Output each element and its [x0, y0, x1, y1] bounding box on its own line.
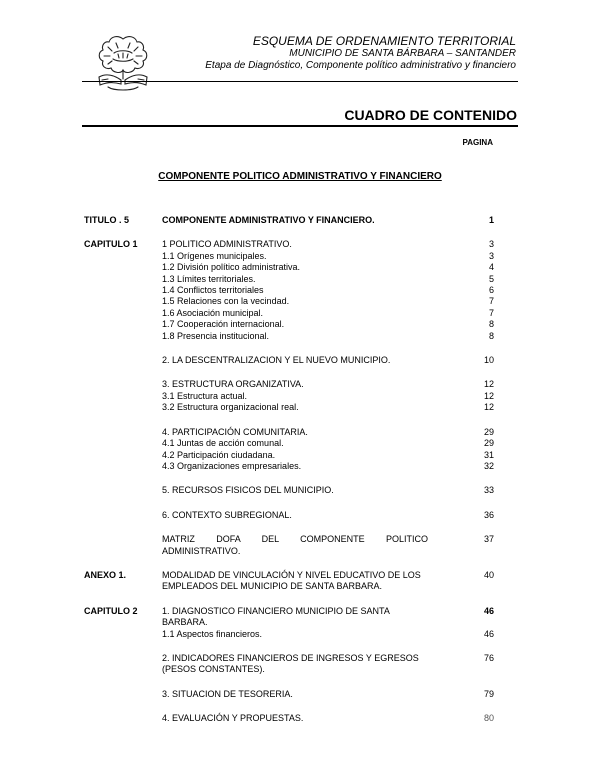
- toc-page-number: 7: [488, 296, 494, 307]
- toc-entry-text: 1.8 Presencia institucional.: [162, 330, 270, 341]
- toc-entry-text: 6. CONTEXTO SUBREGIONAL.: [162, 509, 292, 520]
- toc-page-number: 6: [488, 285, 494, 296]
- toc-cap2-section-4: [84, 713, 494, 724]
- toc-section-3: [84, 379, 494, 413]
- toc-page-number: 3: [488, 239, 494, 250]
- toc-section-anexo-1: [84, 570, 494, 593]
- toc-label: ANEXO 1.: [84, 569, 127, 580]
- toc-entry: [84, 379, 494, 390]
- toc-entry-text: 4.3 Organizaciones empresariales.: [162, 460, 302, 471]
- component-title: COMPONENTE POLITICO ADMINISTRATIVO Y FINANCIERO: [158, 171, 442, 182]
- toc-entry-text: 1.4 Conflictos territoriales: [162, 285, 264, 296]
- toc-page-number: 5: [488, 273, 494, 284]
- toc-page-number: 4: [488, 262, 494, 273]
- toc-entry: [84, 606, 494, 629]
- toc-page-number: 36: [483, 509, 494, 520]
- toc-subentry: [84, 438, 494, 449]
- toc-section-4: [84, 427, 494, 473]
- toc-entry-text: 1. DIAGNOSTICO FINANCIERO MUNICIPIO DE SANTA BARBARA.: [162, 605, 390, 628]
- toc-page-number: 37: [483, 534, 494, 545]
- toc-section-5: [84, 485, 494, 496]
- toc-entry: [84, 355, 494, 366]
- toc-label: CAPITULO 1: [84, 239, 138, 250]
- toc-page-number: 46: [483, 605, 494, 616]
- toc-entry: [84, 534, 494, 557]
- toc-section-capitulo-1: [84, 239, 494, 342]
- toc-subentry: [84, 251, 494, 262]
- toc-section-6: [84, 510, 494, 521]
- toc-subentry: [84, 262, 494, 273]
- toc-page-number: 29: [483, 426, 494, 437]
- toc-entry-text: 4. EVALUACIÓN Y PROPUESTAS.: [162, 713, 304, 724]
- toc-subentry: [84, 461, 494, 472]
- toc-page-number: 76: [483, 652, 494, 663]
- toc-cap2-section-2: [84, 653, 494, 676]
- page-column-label: PAGINA: [462, 138, 493, 147]
- toc-page-number: 3: [488, 250, 494, 261]
- toc-entry-text: 2. INDICADORES FINANCIEROS DE INGRESOS Y EGRESOS (PESOS CONSTANTES).: [162, 652, 419, 675]
- title-divider: [82, 125, 518, 127]
- header-line-1: ESQUEMA DE ORDENAMIENTO TERRITORIAL: [252, 34, 516, 48]
- toc-entry-text: 1.1 Aspectos financieros.: [162, 628, 263, 639]
- toc-subentry: [84, 319, 494, 330]
- toc-section-matriz: [84, 534, 494, 557]
- toc-page-number: 31: [483, 449, 494, 460]
- toc-page-number: 10: [483, 355, 494, 366]
- toc-subentry: [84, 391, 494, 402]
- toc-entry-text: 1 POLITICO ADMINISTRATIVO.: [162, 239, 292, 250]
- toc-subentry: [84, 274, 494, 285]
- municipal-logo: [94, 33, 152, 95]
- document-header: [205, 34, 516, 72]
- table-of-contents: [84, 215, 494, 738]
- toc-entry: [84, 713, 494, 724]
- toc-section-capitulo-2: [84, 606, 494, 640]
- toc-entry: [84, 215, 494, 226]
- toc-entry: [84, 653, 494, 676]
- toc-page-number: 12: [483, 390, 494, 401]
- toc-entry-text: 1.6 Asociación municipal.: [162, 307, 264, 318]
- toc-subentry: [84, 308, 494, 319]
- toc-subentry: [84, 629, 494, 640]
- toc-page-number: 46: [483, 628, 494, 639]
- toc-entry-text: COMPONENTE ADMINISTRATIVO Y FINANCIERO.: [162, 215, 375, 225]
- toc-entry: [84, 427, 494, 438]
- toc-entry-text: 4.2 Participación ciudadana.: [162, 449, 276, 460]
- toc-label: TITULO . 5: [84, 215, 129, 225]
- header-line-2: MUNICIPIO DE SANTA BÁRBARA – SANTANDER: [289, 48, 516, 59]
- toc-entry-text: 1.7 Cooperación internacional.: [162, 319, 285, 330]
- toc-entry-text: MODALIDAD DE VINCULACIÓN Y NIVEL EDUCATIVO DE LOS EMPLEADOS DEL MUNICIPIO DE SANTA BARBARA.: [162, 569, 421, 592]
- toc-entry-text: 1.1 Orígenes municipales.: [162, 250, 267, 261]
- toc-page-number: 32: [483, 460, 494, 471]
- toc-entry-text: 5. RECURSOS FISICOS DEL MUNICIPIO.: [162, 485, 334, 496]
- toc-page-number: 29: [483, 438, 494, 449]
- toc-entry: [84, 239, 494, 250]
- toc-page-number: 80: [483, 713, 494, 724]
- header-line-3: Etapa de Diagnóstico, Componente político administrativo y financiero: [205, 60, 516, 71]
- toc-subentry: [84, 450, 494, 461]
- header-divider: [82, 81, 518, 82]
- toc-subentry: [84, 285, 494, 296]
- toc-page-number: 33: [483, 485, 494, 496]
- page-title: CUADRO DE CONTENIDO: [344, 107, 517, 123]
- toc-entry: [84, 570, 494, 593]
- toc-page-number: 1: [488, 215, 494, 225]
- toc-entry-text: 1.5 Relaciones con la vecindad.: [162, 296, 290, 307]
- toc-entry-text: 3. SITUACION DE TESORERIA.: [162, 688, 293, 699]
- toc-section-titulo-5: [84, 215, 494, 226]
- toc-subentry: [84, 331, 494, 342]
- toc-entry-text: MATRIZ DOFA DEL COMPONENTE POLITICO ADMINISTRATIVO.: [162, 534, 428, 556]
- toc-section-2: [84, 355, 494, 366]
- toc-page-number: 8: [488, 319, 494, 330]
- toc-entry-text: 4.1 Juntas de acción comunal.: [162, 438, 284, 449]
- toc-page-number: 12: [483, 402, 494, 413]
- toc-entry: [84, 485, 494, 496]
- toc-entry-text: 2. LA DESCENTRALIZACION Y EL NUEVO MUNICIPIO.: [162, 355, 391, 366]
- toc-subentry: [84, 296, 494, 307]
- toc-entry: [84, 689, 494, 700]
- toc-entry-text: 1.3 Límites territoriales.: [162, 273, 256, 284]
- toc-entry-text: 3.1 Estructura actual.: [162, 390, 248, 401]
- toc-page-number: 8: [488, 330, 494, 341]
- toc-page-number: 40: [483, 569, 494, 580]
- toc-entry-text: 3. ESTRUCTURA ORGANIZATIVA.: [162, 379, 304, 390]
- toc-page-number: 7: [488, 307, 494, 318]
- toc-label: CAPITULO 2: [84, 605, 138, 616]
- toc-page-number: 12: [483, 379, 494, 390]
- toc-subentry: [84, 402, 494, 413]
- toc-entry-text: 1.2 División político administrativa.: [162, 262, 301, 273]
- toc-page-number: 79: [483, 688, 494, 699]
- toc-cap2-section-3: [84, 689, 494, 700]
- toc-entry-text: 4. PARTICIPACIÓN COMUNITARIA.: [162, 426, 308, 437]
- toc-entry-text: 3.2 Estructura organizacional real.: [162, 402, 299, 413]
- toc-entry: [84, 510, 494, 521]
